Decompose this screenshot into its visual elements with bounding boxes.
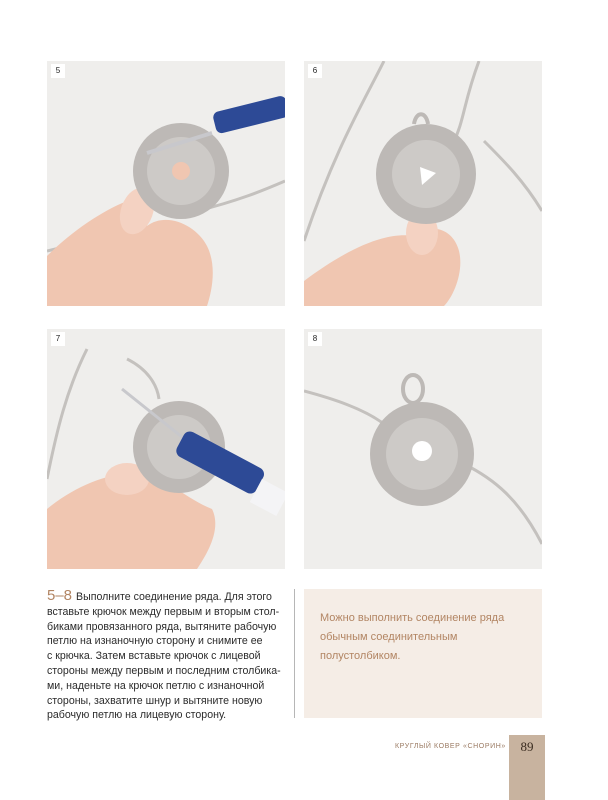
step-number: 6	[308, 64, 322, 78]
instruction-line: стороны между первым и последним столбика-	[47, 664, 281, 677]
instruction-line: стороны, захватите шнур и вытяните новую	[47, 694, 263, 707]
instruction-line: ми, наденьте на крючок петлю с изнаночной	[47, 679, 265, 692]
instruction-line: рабочую петлю на лицевую сторону.	[47, 709, 227, 722]
instruction-text	[47, 589, 285, 723]
page-number-tab	[509, 735, 545, 800]
crochet-photo-8	[304, 329, 542, 569]
tip-text	[320, 609, 520, 666]
tip-box	[304, 589, 542, 718]
step-photo-5	[47, 61, 285, 306]
column-divider	[294, 589, 295, 718]
instruction-line: петлю на изнаночную сторону и снимите ее	[47, 635, 263, 648]
step-number: 5	[51, 64, 65, 78]
tip-line: обычным соединительным	[320, 631, 458, 643]
step-number: 7	[51, 332, 65, 346]
instruction-line: биками провязанного ряда, вытяните рабочую	[47, 620, 277, 633]
step-photo-8	[304, 329, 542, 569]
running-footer-title: КРУГЛЫЙ КОВЕР «СНОРИН»	[395, 743, 506, 750]
instruction-line: вставьте крючок между первым и вторым стол-	[47, 605, 280, 618]
tip-line: Можно выполнить соединение ряда	[320, 612, 505, 624]
crochet-photo-6	[304, 61, 542, 306]
crochet-photo-7	[47, 329, 285, 569]
instruction-line: Выполните соединение ряда. Для этого	[76, 591, 272, 603]
tip-line: полустолбиком.	[320, 650, 401, 662]
crochet-photo-5	[47, 61, 285, 306]
step-photo-6	[304, 61, 542, 306]
instruction-line: с крючка. Затем вставьте крючок с лицевой	[47, 650, 261, 663]
step-photo-7	[47, 329, 285, 569]
page-number: 89	[520, 739, 534, 754]
step-number: 8	[308, 332, 322, 346]
step-range: 5–8	[47, 587, 73, 604]
